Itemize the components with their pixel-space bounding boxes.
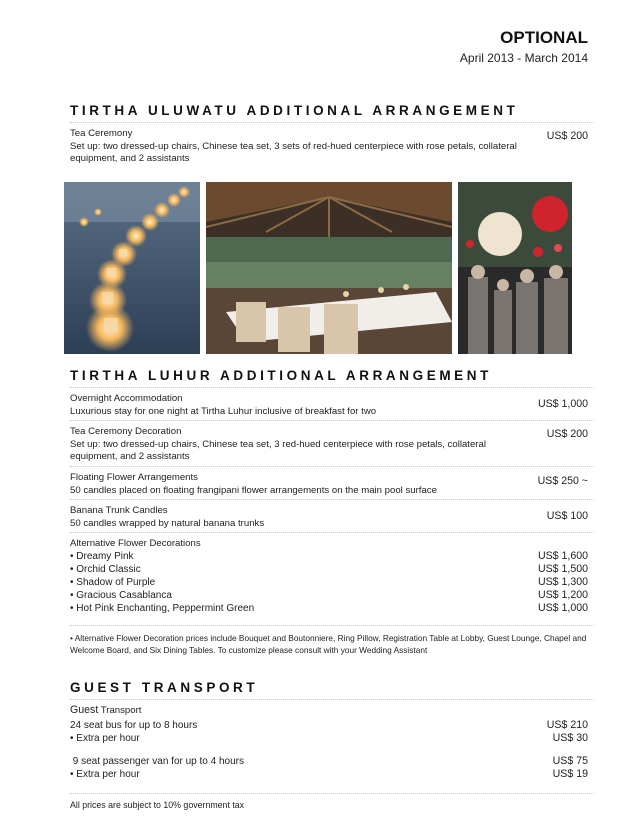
item-description: Set up: two dressed-up chairs, Chinese tea set, 3 sets of red-hued centerpiece with rose petals, collateral equipment, and 2 assistants [70, 140, 517, 164]
van-prices [553, 755, 588, 781]
luhur-floating-flowers [70, 472, 524, 497]
list-item-price: US$ 210 [546, 719, 588, 731]
page-title: OPTIONAL [500, 28, 588, 47]
divider [70, 466, 594, 467]
divider [70, 532, 594, 533]
transport-subtitle [70, 704, 524, 718]
luhur-overnight [70, 393, 524, 418]
section-title-luhur: TIRTHA LUHUR ADDITIONAL ARRANGEMENT [70, 368, 492, 383]
list-item-price: US$ 1,600 [537, 550, 588, 562]
list-item-price: US$ 30 [552, 732, 588, 744]
list-item: • Shadow of Purple [70, 576, 156, 588]
list-item-price: US$ 75 [552, 755, 588, 767]
luhur-tea-decoration [70, 426, 524, 464]
subtitle-main: Guest [70, 704, 99, 716]
alt-flower-list [70, 551, 524, 616]
divider [70, 387, 594, 388]
divider [70, 699, 594, 700]
item-name: Overnight Accommodation [70, 393, 183, 404]
item-description: Set up: two dressed-up chairs, Chinese tea set, 3 red-hued centerpiece with rose petals, collateral equipment, and 2 assistants [70, 438, 486, 462]
divider [70, 499, 594, 500]
tax-note: All prices are subject to 10% government tax [70, 800, 245, 810]
luhur-banana-candles [70, 505, 524, 530]
uluwatu-tea-price: US$ 200 [546, 130, 588, 142]
luhur-banana-price: US$ 100 [546, 510, 588, 522]
item-name: Floating Flower Arrangements [70, 472, 198, 483]
item-description: Luxurious stay for one night at Tirtha Luhur inclusive of breakfast for two [70, 405, 377, 417]
item-name: Alternative Flower Decorations [70, 538, 201, 549]
list-item: • Hot Pink Enchanting, Peppermint Green [70, 602, 255, 614]
list-item-price: US$ 1,200 [537, 588, 588, 601]
divider [70, 625, 594, 626]
item-name: Banana Trunk Candles [70, 505, 168, 516]
item-name: Tea Ceremony Decoration [70, 426, 182, 437]
date-range: April 2013 - March 2014 [459, 51, 588, 65]
luhur-alt-flowers [70, 538, 524, 551]
list-item-price: US$ 1,000 [537, 601, 588, 614]
item-description: 50 candles wrapped by natural banana trunks [70, 517, 265, 529]
dining-pavilion-photo [206, 182, 452, 354]
list-item: • Gracious Casablanca [70, 589, 172, 601]
list-item: 24 seat bus for up to 8 hours [70, 720, 198, 731]
section-title-uluwatu: TIRTHA ULUWATU ADDITIONAL ARRANGEMENT [70, 103, 519, 118]
section-title-transport: GUEST TRANSPORT [70, 680, 259, 695]
alt-flower-note: • Alternative Flower Decoration prices include Bouquet and Boutonniere, Ring Pillow, Registration Table at Lobby, Guest Lounge, Chapel and Welcome Board, and Six Dining Tables. To customize please consult with your Wedding Assistant [70, 633, 587, 655]
subtitle-rest: Transport [98, 705, 142, 716]
alt-flower-prices [538, 550, 588, 615]
list-item: 9 seat passenger van for up to 4 hours [70, 756, 244, 767]
list-item: • Orchid Classic [70, 563, 141, 575]
luhur-floating-price: US$ 250 ~ [537, 475, 588, 487]
list-item: • Dreamy Pink [70, 551, 134, 562]
lantern-party-photo [458, 182, 572, 354]
uluwatu-tea-ceremony [70, 128, 524, 166]
luhur-tea-price: US$ 200 [546, 428, 588, 440]
list-item-price: US$ 1,300 [537, 575, 588, 588]
divider [70, 122, 594, 123]
list-item-price: US$ 19 [552, 768, 588, 780]
luhur-overnight-price: US$ 1,000 [537, 398, 588, 410]
divider [70, 420, 594, 421]
divider [70, 793, 594, 794]
bus-prices [547, 719, 588, 745]
item-name: Tea Ceremony [70, 128, 133, 139]
list-item: • Extra per hour [70, 733, 140, 744]
bus-rows [70, 719, 524, 745]
list-item: • Extra per hour [70, 769, 140, 780]
van-rows [70, 755, 524, 781]
item-description: 50 candles placed on floating frangipani flower arrangements on the main pool surface [70, 484, 437, 496]
floating-candles-photo [64, 182, 200, 354]
list-item-price: US$ 1,500 [537, 562, 588, 575]
